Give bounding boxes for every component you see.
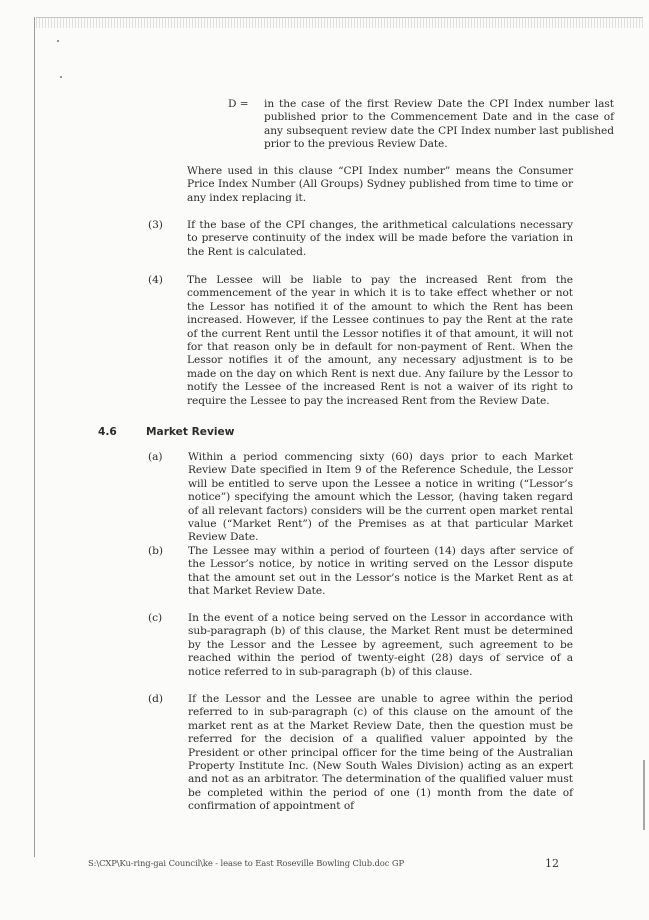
market-review-item-d-text: If the Lessor and the Lessee are unable to agree within the period referred to in sub-paragraph (c) of this clause on the amount of the market rent as at the Market Review Date, then the question must be referred for the decision of a qualified valuer appointed by the President or other principal officer for the time being of the Australian Property Institute Inc. (New South Wales Division) acting as an expert and not as an arbitrator. The determination of the qualified valuer must be completed within the period of one (1) month from the date of confirmation of appointment of	[188, 693, 573, 813]
section-number: 4.6	[98, 426, 117, 438]
top-scan-border	[36, 17, 643, 28]
d-definition-text: in the case of the first Review Date the CPI Index number last published prior to the Commencement Date and in the case of any subsequent review date the CPI Index number last published prior to the previous Review Date.	[264, 98, 614, 151]
section-title: Market Review	[146, 426, 235, 438]
cpi-index-definition: Where used in this clause “CPI Index number” means the Consumer Price Index Number (All Groups) Sydney published from time to time or any index replacing it.	[187, 165, 573, 204]
right-scan-mark	[643, 760, 645, 830]
market-review-item-d-number: (d)	[148, 693, 163, 705]
page-number: 12	[545, 857, 559, 870]
clause-item-4-text: The Lessee will be liable to pay the increased Rent from the commencement of the year in which it is to take effect whether or not the Lessor has notified it of the amount to which the Rent has been increased. However, if the Lessee continues to pay the Rent at the rate of the current Rent until the Lessor notifies it of that amount, it will not for that reason only be in default for non-payment of Rent. When the Lessor notifies it of the amount, any necessary adjustment is to be made on the day on which Rent is next due. Any failure by the Lessor to notify the Lessee of the increased Rent is not a waiver of its right to require the Lessee to pay the increased Rent from the Review Date.	[187, 274, 573, 407]
market-review-item-b-text: The Lessee may within a period of fourteen (14) days after service of the Lessor’s notice, by notice in writing served on the Lessor dispute that the amount set out in the Lessor’s notice is the Market Rent as at that Market Review Date.	[188, 545, 573, 598]
footer-file-path: S:\CXP\Ku-ring-gai Council\ke - lease to East Roseville Bowling Club.doc GP	[88, 858, 405, 868]
market-review-item-a-text: Within a period commencing sixty (60) days prior to each Market Review Date specified in Item 9 of the Reference Schedule, the Lessor will be entitled to serve upon the Lessee a notice in writing (“Lessor’s notice”) specifying the amount which the Lessor, (having taken regard of all relevant factors) considers will be the current open market rental value (“Market Rent”) of the Premises as at that particular Market Review Date.	[188, 451, 573, 544]
market-review-item-c-number: (c)	[148, 612, 163, 624]
left-scan-border	[34, 17, 35, 857]
market-review-item-a-number: (a)	[148, 451, 163, 463]
market-review-item-b-number: (b)	[148, 545, 163, 557]
clause-item-4-number: (4)	[148, 274, 163, 286]
d-definition-label: D =	[228, 98, 249, 110]
clause-item-3-text: If the base of the CPI changes, the arithmetical calculations necessary to preserve continuity of the index will be made before the variation in the Rent is calculated.	[187, 219, 573, 258]
clause-item-3-number: (3)	[148, 219, 163, 231]
scan-speck	[60, 76, 62, 78]
market-review-item-c-text: In the event of a notice being served on the Lessor in accordance with sub-paragraph (b) of this clause, the Market Rent must be determined by the Lessor and the Lessee by agreement, such agreement to be reached within the period of twenty-eight (28) days of service of a notice referred to in sub-paragraph (b) of this clause.	[188, 612, 573, 678]
scan-speck	[57, 40, 59, 42]
